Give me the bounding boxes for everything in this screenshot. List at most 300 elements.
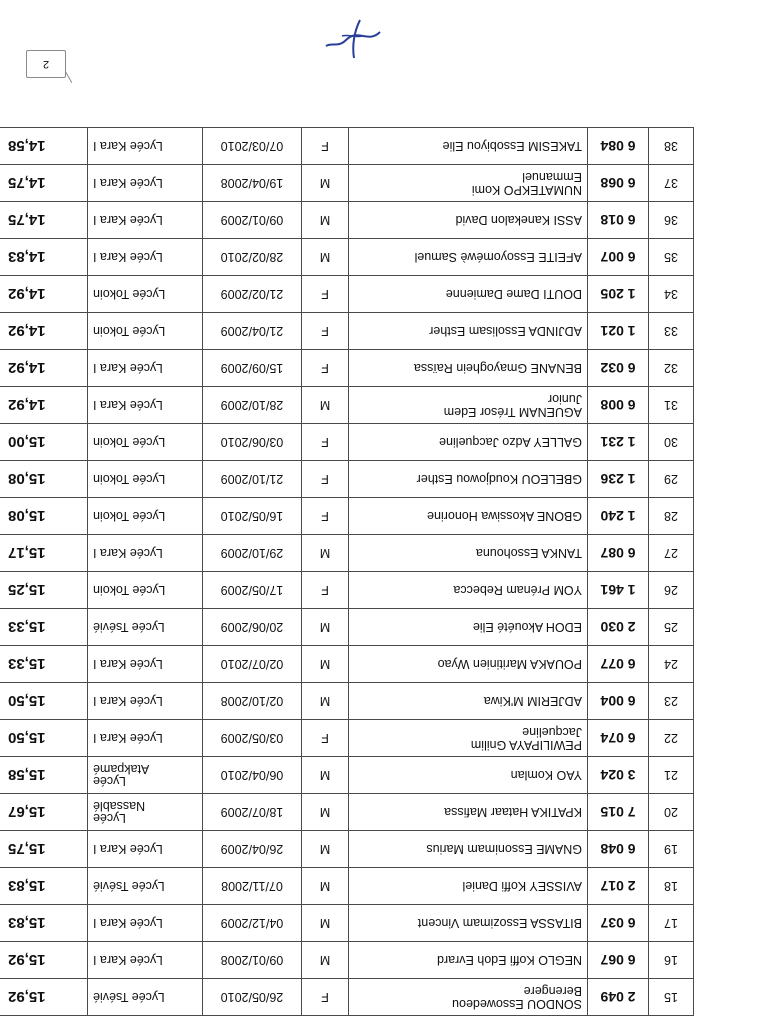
student-name-cell xyxy=(349,350,588,387)
grade-cell xyxy=(0,128,88,165)
registration-number-cell xyxy=(588,942,649,979)
school-cell xyxy=(88,313,203,350)
table-row xyxy=(0,424,694,461)
student-name-text: ASSI Kanekalon David xyxy=(455,213,582,228)
registration-number-cell xyxy=(588,424,649,461)
sex-cell xyxy=(302,905,349,942)
registration-number-text: 1 461 xyxy=(600,582,636,598)
student-name-cell xyxy=(349,905,588,942)
school-text: Lycée Tsévié xyxy=(93,990,165,1004)
grade-cell xyxy=(0,720,88,757)
school-text: Lycée Tokoin xyxy=(93,324,166,338)
grade-cell xyxy=(0,831,88,868)
registration-number-cell xyxy=(588,165,649,202)
rank-cell xyxy=(649,165,694,202)
student-name-cell xyxy=(349,572,588,609)
birth-date-text: 04/12/2009 xyxy=(220,916,284,930)
birth-date-cell xyxy=(203,609,302,646)
school-cell xyxy=(88,683,203,720)
rank-text: 18 xyxy=(664,879,678,893)
sex-cell xyxy=(302,239,349,276)
student-name-text-line2: Berengere xyxy=(523,984,582,998)
school-text: Lycée Kara I xyxy=(93,361,163,375)
table-row xyxy=(0,461,694,498)
student-name-text-line2: Jacqueline xyxy=(522,725,582,739)
table-row xyxy=(0,276,694,313)
birth-date-cell xyxy=(203,498,302,535)
sex-text: M xyxy=(319,879,331,893)
rank-cell xyxy=(649,424,694,461)
sex-text: M xyxy=(319,546,331,560)
grade-cell xyxy=(0,202,88,239)
registration-number-text: 6 037 xyxy=(600,915,636,931)
student-name-cell xyxy=(349,276,588,313)
birth-date-text: 29/10/2009 xyxy=(220,546,284,560)
school-text: Lycée Kara I xyxy=(93,139,163,153)
registration-number-cell xyxy=(588,609,649,646)
grade-text: 15,75 xyxy=(8,840,46,858)
grade-text: 14,58 xyxy=(8,137,46,155)
sex-cell xyxy=(302,572,349,609)
school-text: Lycée Kara I xyxy=(93,250,163,264)
grade-text: 15,92 xyxy=(8,988,46,1006)
registration-number-cell xyxy=(588,646,649,683)
table-row xyxy=(0,128,694,165)
table-row xyxy=(0,720,694,757)
grade-text: 15,08 xyxy=(8,507,46,525)
birth-date-cell xyxy=(203,757,302,794)
rank-cell xyxy=(649,239,694,276)
school-cell xyxy=(88,387,203,424)
grade-cell xyxy=(0,424,88,461)
results-table-body xyxy=(0,128,694,1016)
registration-number-cell xyxy=(588,794,649,831)
sex-cell xyxy=(302,794,349,831)
birth-date-cell xyxy=(203,424,302,461)
school-cell xyxy=(88,572,203,609)
student-name-text-line2: Emmanuel xyxy=(522,170,582,184)
registration-number-cell xyxy=(588,498,649,535)
grade-text: 15,50 xyxy=(8,692,46,710)
grade-text: 15,17 xyxy=(8,544,46,562)
birth-date-cell xyxy=(203,350,302,387)
student-name-cell xyxy=(349,202,588,239)
grade-cell xyxy=(0,757,88,794)
rank-cell xyxy=(649,646,694,683)
school-text: Lycée Kara I xyxy=(93,916,163,930)
table-row xyxy=(0,868,694,905)
table-row xyxy=(0,609,694,646)
sex-cell xyxy=(302,165,349,202)
student-name-text: TAKESIM Essobiyou Elie xyxy=(442,139,582,154)
school-cell xyxy=(88,831,203,868)
page-number: 2 xyxy=(42,58,50,70)
grade-cell xyxy=(0,868,88,905)
student-name-cell xyxy=(349,461,588,498)
registration-number-text: 1 021 xyxy=(600,323,636,339)
birth-date-cell xyxy=(203,535,302,572)
student-name-cell xyxy=(349,609,588,646)
rank-text: 24 xyxy=(664,657,678,671)
birth-date-cell xyxy=(203,683,302,720)
grade-text: 15,67 xyxy=(8,803,46,821)
grade-text: 14,92 xyxy=(8,285,46,303)
birth-date-text: 03/05/2009 xyxy=(220,731,284,745)
rank-text: 34 xyxy=(664,287,678,301)
registration-number-text: 6 008 xyxy=(600,397,636,413)
registration-number-text: 6 067 xyxy=(600,952,636,968)
results-table xyxy=(0,127,694,1016)
school-cell xyxy=(88,202,203,239)
table-row xyxy=(0,794,694,831)
grade-cell xyxy=(0,905,88,942)
registration-number-cell xyxy=(588,868,649,905)
rank-cell xyxy=(649,350,694,387)
school-text: Lycée Kara I xyxy=(93,546,163,560)
student-name-cell xyxy=(349,165,588,202)
grade-text: 15,83 xyxy=(8,877,46,895)
sex-text: F xyxy=(321,731,329,745)
student-name-cell xyxy=(349,646,588,683)
registration-number-cell xyxy=(588,683,649,720)
registration-number-text: 6 084 xyxy=(600,138,636,154)
rank-cell xyxy=(649,535,694,572)
birth-date-text: 21/02/2009 xyxy=(220,287,284,301)
registration-number-cell xyxy=(588,979,649,1016)
rank-text: 15 xyxy=(664,990,678,1004)
sex-cell xyxy=(302,424,349,461)
birth-date-cell xyxy=(203,387,302,424)
sex-text: F xyxy=(321,509,329,523)
registration-number-cell xyxy=(588,720,649,757)
rank-cell xyxy=(649,387,694,424)
table-row xyxy=(0,387,694,424)
rank-text: 26 xyxy=(664,583,678,597)
school-text: Lycée Kara I xyxy=(93,213,163,227)
sex-text: M xyxy=(319,213,331,227)
rank-cell xyxy=(649,794,694,831)
grade-cell xyxy=(0,498,88,535)
birth-date-cell xyxy=(203,646,302,683)
school-text: Lycée Tokoin xyxy=(93,287,166,301)
page-number-box xyxy=(26,50,66,78)
sex-text: M xyxy=(319,657,331,671)
sex-text: F xyxy=(321,990,329,1004)
student-name-text: GNAME Essonimam Marius xyxy=(426,842,582,857)
rank-cell xyxy=(649,572,694,609)
birth-date-cell xyxy=(203,868,302,905)
rank-cell xyxy=(649,905,694,942)
grade-text: 15,83 xyxy=(8,914,46,932)
student-name-cell xyxy=(349,794,588,831)
grade-text: 15,08 xyxy=(8,470,46,488)
birth-date-text: 09/01/2008 xyxy=(220,953,284,967)
registration-number-cell xyxy=(588,831,649,868)
registration-number-cell xyxy=(588,350,649,387)
table-row xyxy=(0,757,694,794)
student-name-cell xyxy=(349,683,588,720)
school-text-line2: Atakpamé xyxy=(93,762,150,776)
sex-text: F xyxy=(321,324,329,338)
sex-text: M xyxy=(319,842,331,856)
rank-text: 27 xyxy=(664,546,678,560)
table-row xyxy=(0,313,694,350)
grade-cell xyxy=(0,350,88,387)
school-cell xyxy=(88,276,203,313)
grade-text: 14,92 xyxy=(8,396,46,414)
rank-cell xyxy=(649,720,694,757)
registration-number-text: 2 017 xyxy=(600,878,636,894)
sex-text: M xyxy=(319,620,331,634)
rank-cell xyxy=(649,683,694,720)
grade-text: 15,50 xyxy=(8,729,46,747)
school-cell xyxy=(88,757,203,794)
rank-text: 33 xyxy=(664,324,678,338)
student-name-text: AVISSEY Koffi Daniel xyxy=(462,879,582,894)
student-name-text: BITASSA Essozimam Vincent xyxy=(417,916,582,931)
birth-date-text: 03/06/2010 xyxy=(220,435,284,449)
birth-date-text: 28/10/2009 xyxy=(220,398,284,412)
student-name-text: GBONE Akossiwa Honorine xyxy=(427,509,582,524)
birth-date-cell xyxy=(203,794,302,831)
registration-number-text: 6 087 xyxy=(600,545,636,561)
school-text: Lycée Kara I xyxy=(93,842,163,856)
sex-text: F xyxy=(321,472,329,486)
rank-text: 35 xyxy=(664,250,678,264)
birth-date-text: 17/05/2009 xyxy=(220,583,284,597)
sex-text: M xyxy=(319,694,331,708)
student-name-text: BENANE Gmayoghein Raïssa xyxy=(413,361,582,376)
signature-mark xyxy=(318,12,388,72)
rank-text: 17 xyxy=(664,916,678,930)
grade-text: 14,83 xyxy=(8,248,46,266)
student-name-text: TANKA Essohouna xyxy=(475,546,582,561)
rank-cell xyxy=(649,609,694,646)
birth-date-cell xyxy=(203,165,302,202)
student-name-text: EDOH Akouété Elie xyxy=(472,620,582,635)
school-cell xyxy=(88,350,203,387)
table-row xyxy=(0,498,694,535)
rank-text: 31 xyxy=(664,398,678,412)
registration-number-cell xyxy=(588,905,649,942)
birth-date-cell xyxy=(203,720,302,757)
table-row xyxy=(0,979,694,1016)
registration-number-cell xyxy=(588,572,649,609)
student-name-cell xyxy=(349,979,588,1016)
sex-text: M xyxy=(319,916,331,930)
birth-date-text: 26/04/2009 xyxy=(220,842,284,856)
student-name-text: POUAKA Maritinien Wyao xyxy=(437,657,582,672)
school-text: Lycée Kara I xyxy=(93,694,163,708)
registration-number-cell xyxy=(588,757,649,794)
table-row xyxy=(0,831,694,868)
sex-cell xyxy=(302,609,349,646)
school-text: Lycée Tokoin xyxy=(93,435,166,449)
grade-cell xyxy=(0,535,88,572)
registration-number-text: 2 030 xyxy=(600,619,636,635)
school-cell xyxy=(88,165,203,202)
school-text: Lycée Tokoin xyxy=(93,583,166,597)
grade-cell xyxy=(0,239,88,276)
rank-text: 16 xyxy=(664,953,678,967)
student-name-text: YOM Prénam Rebecca xyxy=(453,583,582,598)
rank-text: 29 xyxy=(664,472,678,486)
student-name-cell xyxy=(349,757,588,794)
registration-number-text: 1 205 xyxy=(600,286,636,302)
sex-cell xyxy=(302,683,349,720)
sex-cell xyxy=(302,942,349,979)
registration-number-cell xyxy=(588,387,649,424)
registration-number-cell xyxy=(588,313,649,350)
sex-text: M xyxy=(319,250,331,264)
registration-number-text: 6 007 xyxy=(600,249,636,265)
sex-text: F xyxy=(321,583,329,597)
table-row xyxy=(0,350,694,387)
student-name-cell xyxy=(349,239,588,276)
sex-cell xyxy=(302,202,349,239)
grade-text: 15,92 xyxy=(8,951,46,969)
table-row xyxy=(0,202,694,239)
grade-cell xyxy=(0,313,88,350)
registration-number-text: 6 004 xyxy=(600,693,636,709)
birth-date-cell xyxy=(203,461,302,498)
sex-text: M xyxy=(319,176,331,190)
student-name-cell xyxy=(349,535,588,572)
sex-cell xyxy=(302,128,349,165)
school-cell xyxy=(88,942,203,979)
sex-cell xyxy=(302,757,349,794)
school-cell xyxy=(88,720,203,757)
student-name-text-line2: Junior xyxy=(547,392,582,406)
birth-date-cell xyxy=(203,276,302,313)
registration-number-text: 1 240 xyxy=(600,508,636,524)
student-name-cell xyxy=(349,313,588,350)
school-text: Lycée xyxy=(93,774,126,788)
student-name-text: GBELEOU Koudjowou Esther xyxy=(416,472,582,487)
grade-cell xyxy=(0,609,88,646)
registration-number-cell xyxy=(588,276,649,313)
sex-cell xyxy=(302,461,349,498)
grade-cell xyxy=(0,683,88,720)
school-cell xyxy=(88,424,203,461)
student-name-text: YAO Komlan xyxy=(510,768,582,783)
sex-cell xyxy=(302,831,349,868)
school-text: Lycée Kara I xyxy=(93,398,163,412)
grade-text: 14,75 xyxy=(8,174,46,192)
birth-date-text: 07/11/2008 xyxy=(221,879,283,893)
school-text: Lycée Tsévié xyxy=(93,620,165,634)
school-text: Lycée Tokoin xyxy=(93,472,166,486)
sex-cell xyxy=(302,498,349,535)
rank-text: 38 xyxy=(664,139,678,153)
student-name-cell xyxy=(349,868,588,905)
registration-number-cell xyxy=(588,239,649,276)
school-text: Lycée Tsévié xyxy=(93,879,165,893)
registration-number-text: 7 015 xyxy=(600,804,636,820)
rank-text: 30 xyxy=(664,435,678,449)
rank-cell xyxy=(649,202,694,239)
grade-cell xyxy=(0,942,88,979)
school-cell xyxy=(88,609,203,646)
birth-date-text: 07/03/2010 xyxy=(220,139,284,153)
grade-text: 15,58 xyxy=(8,766,46,784)
registration-number-cell xyxy=(588,461,649,498)
school-cell xyxy=(88,239,203,276)
grade-cell xyxy=(0,276,88,313)
rank-cell xyxy=(649,313,694,350)
rank-cell xyxy=(649,942,694,979)
grade-text: 15,33 xyxy=(8,655,46,673)
registration-number-cell xyxy=(588,202,649,239)
birth-date-cell xyxy=(203,942,302,979)
school-text: Lycée Kara I xyxy=(93,176,163,190)
registration-number-cell xyxy=(588,535,649,572)
rank-text: 25 xyxy=(664,620,678,634)
rank-cell xyxy=(649,757,694,794)
student-name-text: SONDOU Essowedeou xyxy=(452,997,582,1011)
birth-date-text: 16/05/2010 xyxy=(220,509,284,523)
sex-text: F xyxy=(321,361,329,375)
birth-date-text: 20/06/2009 xyxy=(220,620,284,634)
table-row xyxy=(0,683,694,720)
registration-number-text: 3 024 xyxy=(600,767,636,783)
school-cell xyxy=(88,535,203,572)
student-name-cell xyxy=(349,942,588,979)
sex-cell xyxy=(302,868,349,905)
rank-cell xyxy=(649,461,694,498)
birth-date-text: 02/10/2008 xyxy=(220,694,284,708)
school-cell xyxy=(88,794,203,831)
sex-cell xyxy=(302,535,349,572)
registration-number-text: 6 077 xyxy=(600,656,636,672)
rank-text: 32 xyxy=(664,361,678,375)
birth-date-text: 06/04/2010 xyxy=(220,768,284,782)
rank-text: 36 xyxy=(664,213,678,227)
registration-number-text: 2 049 xyxy=(600,989,636,1005)
birth-date-cell xyxy=(203,905,302,942)
sex-text: F xyxy=(321,435,329,449)
registration-number-text: 6 074 xyxy=(600,730,636,746)
rank-cell xyxy=(649,979,694,1016)
rank-text: 28 xyxy=(664,509,678,523)
school-cell xyxy=(88,498,203,535)
student-name-text: GALLEY Adzo Jacqueline xyxy=(439,435,582,450)
sex-text: M xyxy=(319,768,331,782)
student-name-text: DOUTI Dame Damienne xyxy=(445,287,582,302)
table-row xyxy=(0,572,694,609)
student-name-text: NUMATEKPO Komi xyxy=(471,183,582,197)
student-name-cell xyxy=(349,720,588,757)
sex-cell xyxy=(302,276,349,313)
sex-cell xyxy=(302,979,349,1016)
table-row xyxy=(0,942,694,979)
grade-text: 15,00 xyxy=(8,433,46,451)
birth-date-cell xyxy=(203,202,302,239)
sex-cell xyxy=(302,313,349,350)
birth-date-cell xyxy=(203,572,302,609)
student-name-cell xyxy=(349,387,588,424)
birth-date-text: 21/10/2009 xyxy=(220,472,284,486)
sex-text: F xyxy=(321,139,329,153)
student-name-text: ADJERIM M'Kiwa xyxy=(483,694,582,709)
school-cell xyxy=(88,128,203,165)
registration-number-text: 6 032 xyxy=(600,360,636,376)
birth-date-text: 28/02/2010 xyxy=(220,250,284,264)
grade-cell xyxy=(0,979,88,1016)
table-row xyxy=(0,905,694,942)
grade-cell xyxy=(0,165,88,202)
birth-date-cell xyxy=(203,979,302,1016)
